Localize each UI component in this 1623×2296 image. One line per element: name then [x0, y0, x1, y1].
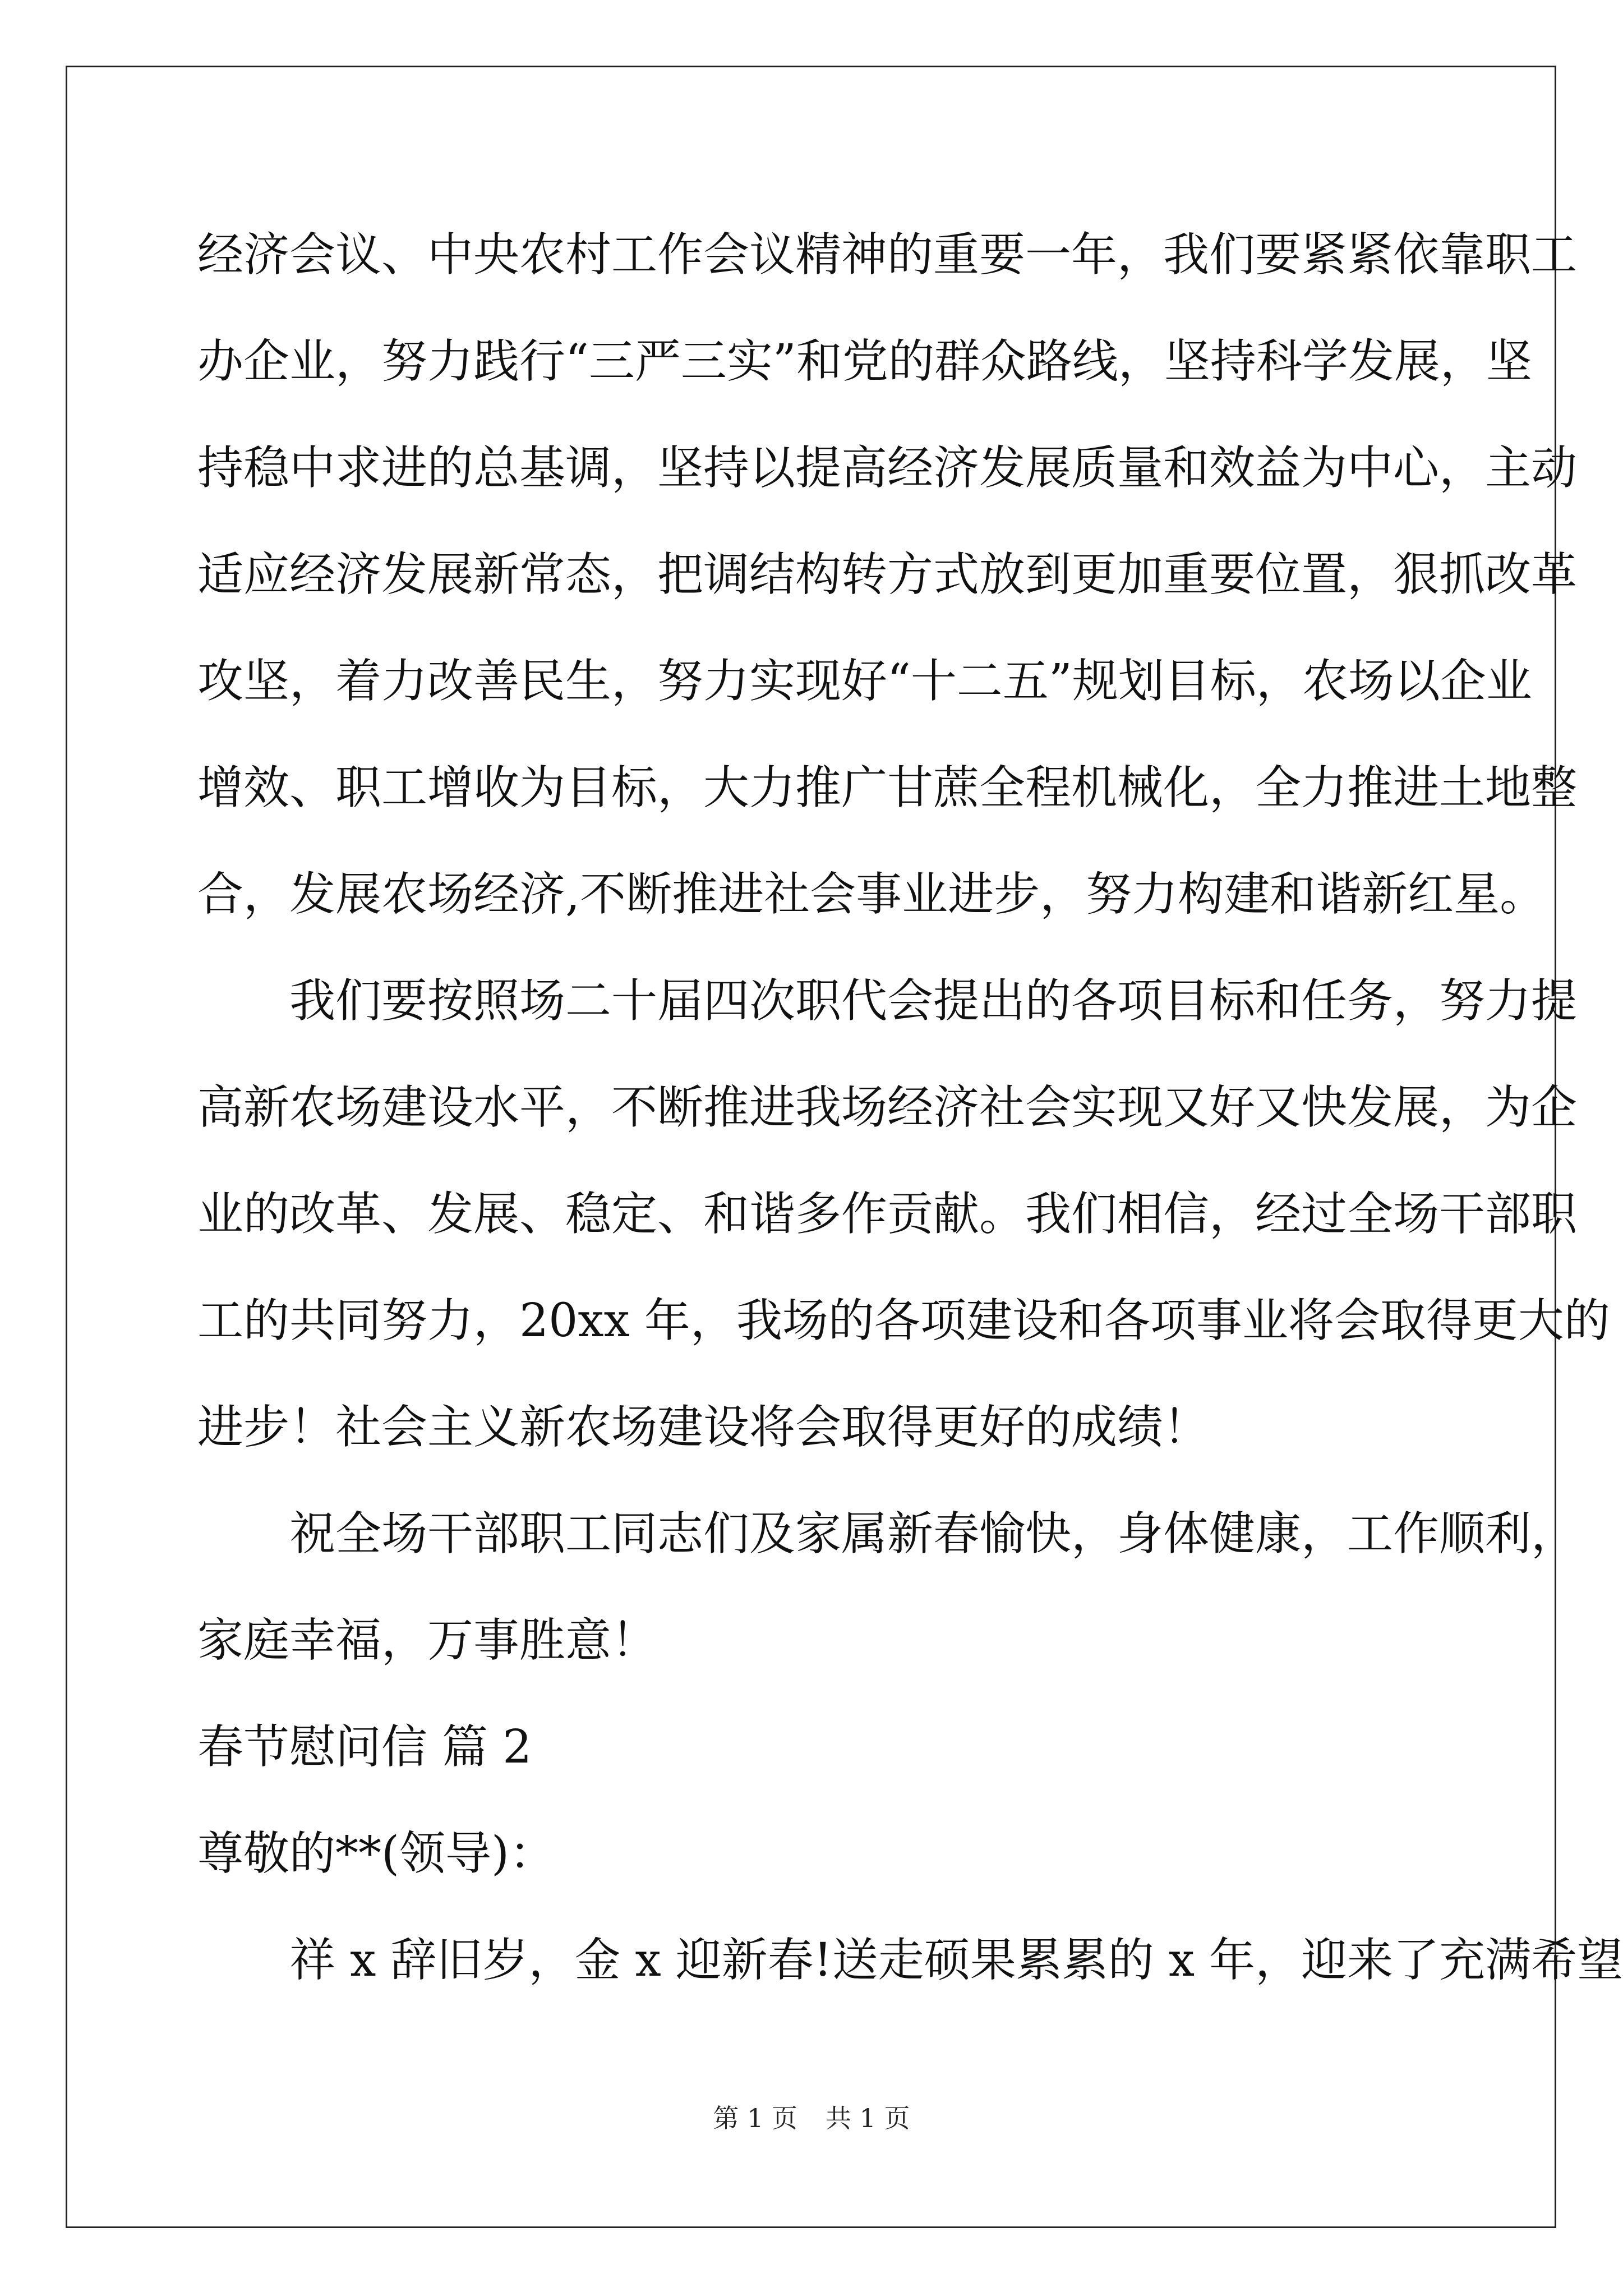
- text-line: 增效、职工增收为目标，大力推广甘蔗全程机械化，全力推进土地整: [197, 761, 1578, 815]
- page-footer: [0, 2098, 1623, 2135]
- paragraph-first-line: 祥 x 辞旧岁，金 x 迎新春!送走硕果累累的 x 年，迎来了充满希望: [289, 1934, 1623, 1987]
- page-total: 共 1 页: [826, 2103, 910, 2133]
- salutation: 尊敬的**(领导)：: [197, 1827, 555, 1880]
- text-line: 进步！社会主义新农场建设将会取得更好的成绩！: [197, 1401, 1210, 1454]
- paragraph-first-line: 祝全场干部职工同志们及家属新春愉快，身体健康，工作顺利，: [289, 1507, 1578, 1561]
- text-line: 高新农场建设水平，不断推进我场经济社会实现又好又快发展，为企: [197, 1081, 1578, 1134]
- text-line: 业的改革、发展、稳定、和谐多作贡献。我们相信，经过全场干部职: [197, 1188, 1578, 1241]
- paragraph-first-line: 我们要按照场二十届四次职代会提出的各项目标和任务，努力提: [289, 974, 1578, 1028]
- text-line: 工的共同努力，20xx 年，我场的各项建设和各项事业将会取得更大的: [197, 1294, 1610, 1347]
- text-line: 办企业，努力践行“三严三实”和党的群众路线，坚持科学发展，坚: [197, 335, 1532, 388]
- text-line: 适应经济发展新常态，把调结构转方式放到更加重要位置，狠抓改革: [197, 548, 1578, 601]
- document-body: [197, 202, 1623, 2014]
- text-line: 攻坚，着力改善民生，努力实现好“十二五”规划目标，农场以企业: [197, 655, 1532, 708]
- section-heading: 春节慰问信 篇 2: [197, 1720, 532, 1774]
- text-line: 合，发展农场经济,不断推进社会事业进步，努力构建和谐新红星。: [197, 868, 1546, 921]
- text-line: 家庭幸福，万事胜意！: [197, 1614, 658, 1667]
- page-number: 第 1 页: [713, 2103, 797, 2133]
- text-line: 经济会议、中央农村工作会议精神的重要一年，我们要紧紧依靠职工: [197, 228, 1578, 282]
- text-line: 持稳中求进的总基调，坚持以提高经济发展质量和效益为中心，主动: [197, 441, 1578, 495]
